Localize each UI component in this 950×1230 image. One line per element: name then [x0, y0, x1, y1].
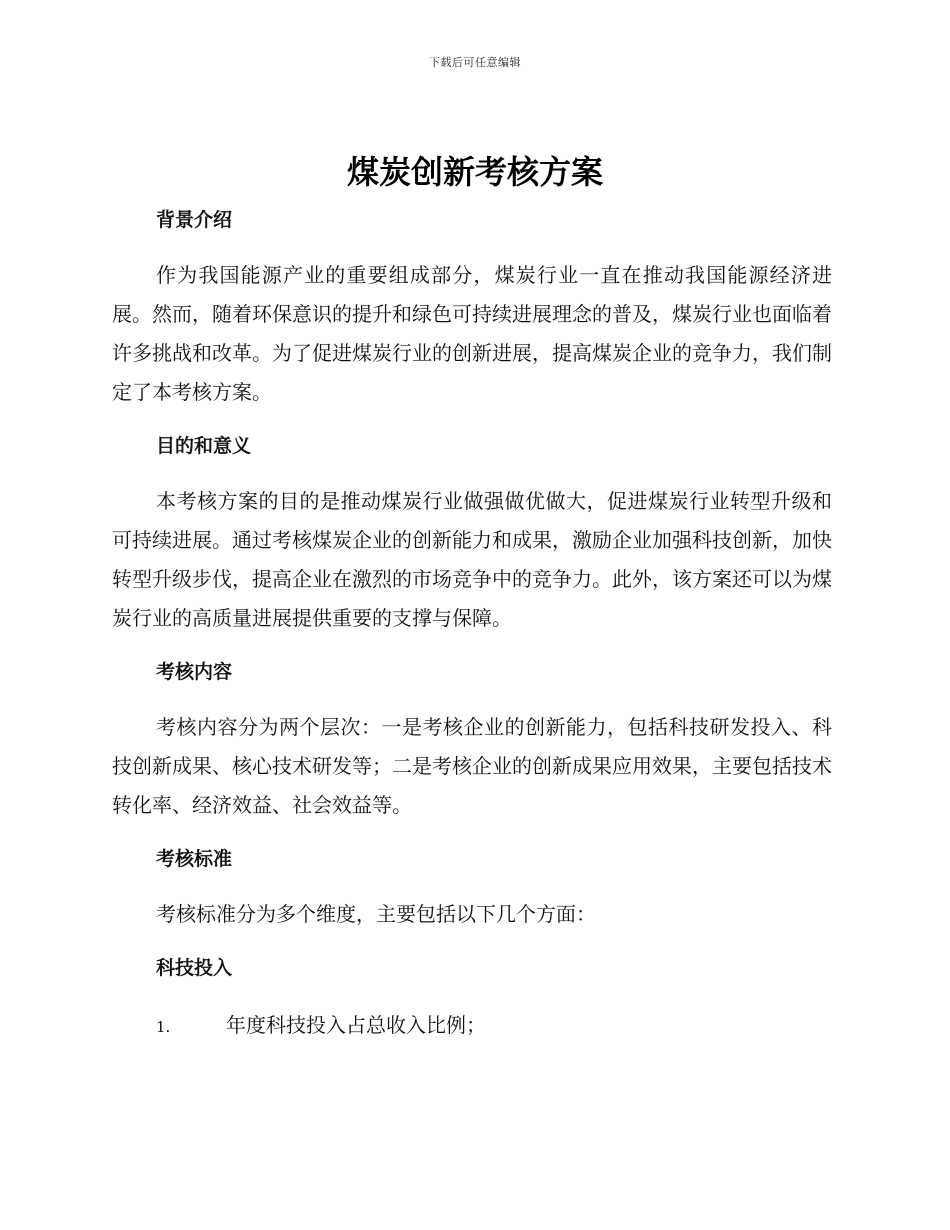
list-item	[156, 1006, 832, 1047]
list-item-text: 年度科技投入占总收入比例；	[226, 1013, 486, 1037]
document-body	[112, 204, 832, 1047]
list-item-number: 1.	[156, 1018, 171, 1036]
section-heading-content: 考核内容	[156, 661, 233, 683]
section-heading-purpose: 目的和意义	[156, 435, 252, 457]
document-title: 煤炭创新考核方案	[346, 153, 603, 191]
section-heading-background: 背景介绍	[156, 209, 233, 231]
section-heading-standards: 考核标准	[156, 848, 233, 870]
section-paragraph-content: 考核内容分为两个层次：一是考核企业的创新能力，包括科技研发投入、科技创新成果、核心技术研发等；二是考核企业的创新成果应用效果，主要包括技术转化率、经济效益、社会效益等。	[112, 715, 832, 817]
section-paragraph-purpose: 本考核方案的目的是推动煤炭行业做强做优做大，促进煤炭行业转型升级和可持续进展。通过考核煤炭企业的创新能力和成果，激励企业加强科技创新，加快转型升级步伐，提高企业在激烈的市场竞争中的竞争力。此外，该方案还可以为煤炭行业的高质量进展提供重要的支撑与保障。	[112, 489, 832, 630]
section-paragraph-standards: 考核标准分为多个维度，主要包括以下几个方面：	[156, 902, 596, 926]
page-header-note: 下载后可任意编辑	[429, 56, 521, 69]
section-paragraph-background: 作为我国能源产业的重要组成部分，煤炭行业一直在推动我国能源经济进展。然而，随着环保意识的提升和绿色可持续进展理念的普及，煤炭行业也面临着许多挑战和改革。为了促进煤炭行业的创新进展，提高煤炭企业的竞争力，我们制定了本考核方案。	[112, 263, 832, 404]
section-heading-tech-investment: 科技投入	[156, 957, 233, 979]
